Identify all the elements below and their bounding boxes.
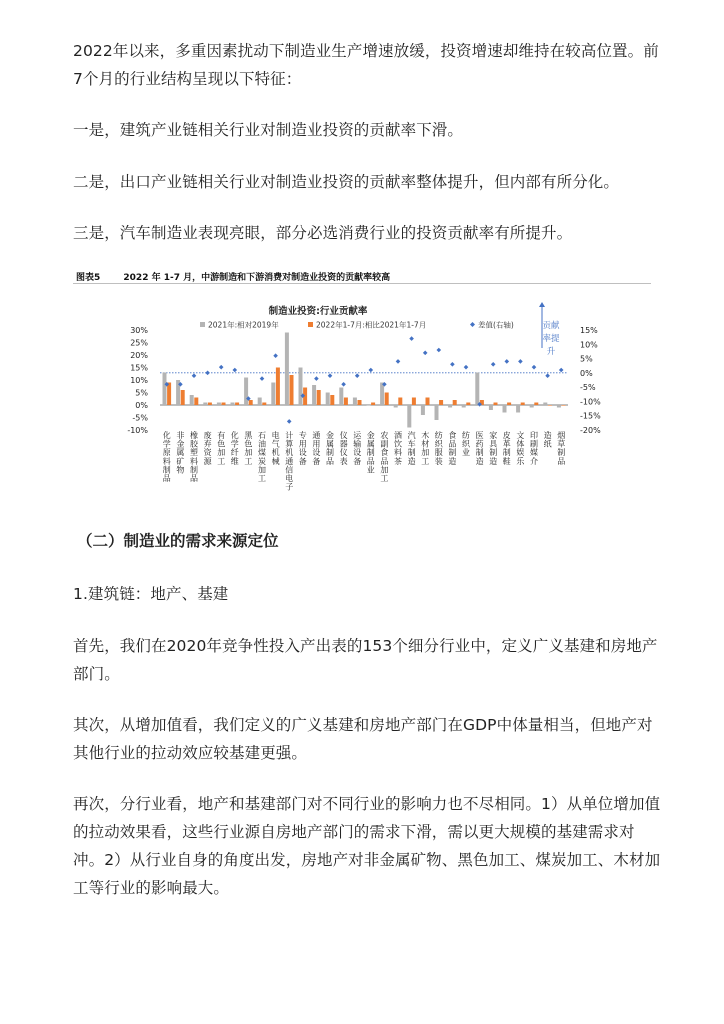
- diff-marker: [464, 365, 469, 370]
- bar-2021: [421, 405, 425, 415]
- bar-2021: [285, 333, 289, 406]
- bar-2021: [190, 395, 194, 405]
- bar-2021: [339, 388, 343, 406]
- bar-2021: [231, 403, 235, 406]
- y-tick-left: 0%: [135, 401, 148, 410]
- diff-marker: [437, 348, 442, 353]
- category-label: 农副食品加工: [380, 431, 389, 483]
- bar-2022: [181, 390, 185, 405]
- category-label: 汽车制造: [407, 431, 416, 466]
- y-tick-left: -5%: [132, 413, 148, 423]
- chart-svg: [118, 300, 608, 505]
- category-label: 化学纤维: [230, 431, 239, 466]
- diff-marker: [314, 376, 319, 381]
- bar-2022: [235, 403, 239, 406]
- category-label: 印刷媒介: [530, 431, 538, 466]
- category-label: 金属制品: [326, 431, 334, 466]
- y-tick-right: 15%: [580, 326, 598, 335]
- category-label: 烟草制品: [557, 431, 566, 466]
- bar-2022: [276, 368, 280, 406]
- legend-label: 2021年:相对2019年: [208, 320, 279, 330]
- bar-2022: [439, 400, 443, 405]
- bar-2022: [453, 400, 457, 405]
- figure-label: 图表5: [76, 273, 101, 283]
- diff-marker: [409, 336, 414, 341]
- y-tick-right: -10%: [580, 397, 601, 407]
- y-tick-left: 10%: [130, 376, 148, 385]
- bar-2022: [371, 403, 375, 406]
- bar-2022: [262, 403, 266, 406]
- bar-2021: [516, 405, 520, 413]
- category-label: 皮革制鞋: [502, 431, 511, 466]
- bar-2021: [353, 398, 357, 406]
- legend-marker: [470, 322, 475, 327]
- diff-marker: [260, 376, 265, 381]
- chart-title: 制造业投资:行业贡献率: [268, 306, 368, 317]
- bar-2022: [534, 403, 538, 406]
- bar-2022: [494, 403, 498, 406]
- y-tick-left: 25%: [130, 338, 148, 348]
- diff-marker: [559, 368, 564, 373]
- bar-2021: [299, 368, 303, 406]
- bar-2022: [562, 405, 566, 406]
- contribution-chart: [118, 300, 608, 505]
- category-label: 电气机械: [271, 431, 280, 466]
- diff-marker: [545, 373, 550, 378]
- category-label: 仪器仪表: [339, 431, 348, 466]
- bar-2021: [489, 405, 493, 410]
- y-tick-right: -15%: [580, 411, 601, 421]
- diff-marker: [341, 382, 346, 387]
- figure-title: 2022 年 1-7 月，中游制造和下游消费对制造业投资的贡献率较高: [123, 273, 391, 283]
- diff-marker: [423, 351, 428, 356]
- category-label: 化学原料制品: [162, 431, 171, 483]
- bar-2021: [543, 403, 547, 406]
- y-tick-right: 10%: [580, 340, 598, 350]
- category-label: 木材加工: [421, 431, 430, 466]
- diff-marker: [192, 373, 197, 378]
- bar-2021: [258, 398, 262, 406]
- category-label: 有色加工: [217, 431, 226, 466]
- subsection-title: 1.建筑链：地产、基建: [73, 585, 229, 603]
- bar-2021: [530, 405, 534, 408]
- diff-marker: [505, 359, 510, 364]
- y-tick-right: -20%: [580, 426, 601, 435]
- diff-marker: [369, 368, 374, 373]
- bar-2022: [208, 403, 212, 406]
- y-tick-left: 20%: [130, 351, 148, 360]
- bar-2022: [358, 400, 362, 405]
- bar-2022: [330, 395, 334, 405]
- figure-divider: [73, 283, 651, 284]
- y-tick-right: 0%: [580, 368, 593, 378]
- legend-label: 差值(右轴): [478, 320, 514, 330]
- bar-2022: [398, 398, 402, 406]
- y-tick-right: -5%: [580, 383, 596, 393]
- bar-2021: [435, 405, 439, 420]
- diff-marker: [396, 359, 401, 364]
- bar-2021: [367, 405, 371, 406]
- bar-2022: [548, 405, 552, 406]
- bar-2021: [326, 393, 330, 406]
- category-label: 非金属矿物: [176, 431, 185, 475]
- category-label: 运输设备: [353, 431, 362, 466]
- category-label: 通用设备: [312, 431, 321, 466]
- bar-2022: [167, 383, 171, 406]
- diff-marker: [355, 373, 360, 378]
- category-label: 纺织服装: [434, 431, 443, 466]
- annotation-text: 贡献率提升: [542, 321, 560, 357]
- category-label: 石油煤炭加工: [258, 431, 266, 483]
- y-tick-left: 5%: [135, 388, 148, 398]
- legend-swatch: [308, 322, 313, 327]
- diff-marker: [273, 353, 278, 358]
- legend-swatch: [200, 322, 205, 327]
- diff-marker: [518, 359, 523, 364]
- bar-2021: [271, 383, 275, 406]
- section-paragraph-3: 再次，分行业看，地产和基建部门对不同行业的影响力也不尽相同。1）从单位增加值的拉动效果看，这些行业源自房地产部门的需求下滑，需以更大规模的基建需求对冲。2）从行业自身的角度出发，房地产对非金属矿物、黑色加工、煤炭加工、木材加工等行业的影响最大。: [73, 795, 661, 897]
- bar-2021: [503, 405, 507, 413]
- bar-2022: [412, 398, 416, 406]
- bar-2021: [475, 373, 479, 406]
- bar-2021: [448, 405, 452, 408]
- bar-2022: [521, 403, 525, 406]
- bar-2021: [203, 403, 207, 406]
- bar-2021: [394, 405, 398, 408]
- section-heading: （二）制造业的需求来源定位: [77, 532, 279, 550]
- diff-marker: [219, 365, 224, 370]
- y-tick-left: -10%: [127, 426, 148, 435]
- bar-2021: [217, 403, 221, 406]
- y-tick-right: 5%: [580, 354, 593, 364]
- bar-2021: [380, 383, 384, 406]
- bar-2021: [462, 405, 466, 408]
- bar-2022: [317, 390, 321, 405]
- category-label: 金属制品业: [366, 431, 375, 475]
- intro-paragraph: 2022年以来，多重因素扰动下制造业生产增速放缓，投资增速却维持在较高位置。前7个月的行业结构呈现以下特征：: [73, 42, 659, 88]
- bar-2022: [194, 398, 198, 406]
- bar-2021: [312, 385, 316, 405]
- figure-caption: [76, 270, 652, 283]
- point-two: 二是，出口产业链相关行业对制造业投资的贡献率整体提升，但内部有所分化。: [73, 173, 620, 191]
- category-label: 专用设备: [298, 431, 307, 466]
- category-label: 橡胶塑料制品: [190, 431, 198, 483]
- diff-marker: [328, 373, 333, 378]
- bar-2022: [426, 398, 430, 406]
- diff-marker: [532, 365, 537, 370]
- category-label: 医药制造: [475, 431, 484, 466]
- section-paragraph-1: 首先，我们在2020年竞争性投入产出表的153个细分行业中，定义广义基建和房地产部门。: [73, 637, 658, 683]
- category-label: 纺织业: [462, 431, 470, 458]
- category-label: 计算机通信电子: [285, 431, 294, 492]
- section-paragraph-2: 其次，从增加值看，我们定义的广义基建和房地产部门在GDP中体量相当，但地产对其他行业的拉动效应较基建更强。: [73, 716, 653, 762]
- diff-marker: [205, 371, 210, 376]
- category-label: 废弃资源: [203, 431, 212, 466]
- bar-2022: [344, 398, 348, 406]
- category-label: 造纸: [543, 431, 552, 449]
- category-label: 文体娱乐: [516, 431, 525, 466]
- diff-marker: [491, 362, 496, 367]
- diff-marker: [450, 362, 455, 367]
- annotation-arrowhead: [539, 302, 545, 307]
- category-label: 黑色加工: [244, 431, 253, 466]
- diff-marker: [287, 419, 292, 424]
- bar-2022: [507, 403, 511, 406]
- bar-2021: [557, 405, 561, 408]
- bar-2022: [222, 403, 226, 406]
- category-label: 酒饮料茶: [394, 431, 402, 466]
- category-label: 家具制造: [489, 431, 498, 466]
- bar-2022: [466, 403, 470, 406]
- bar-2021: [163, 373, 167, 406]
- point-three: 三是，汽车制造业表现亮眼，部分必选消费行业的投资贡献率有所提升。: [73, 224, 573, 242]
- bar-2022: [290, 375, 294, 405]
- y-tick-left: 30%: [130, 326, 148, 335]
- diff-marker: [233, 368, 238, 373]
- legend-label: 2022年1-7月:相比2021年1-7月: [316, 320, 427, 330]
- bar-2021: [407, 405, 411, 428]
- y-tick-left: 15%: [130, 363, 148, 373]
- bar-2022: [249, 400, 253, 405]
- point-one: 一是，建筑产业链相关行业对制造业投资的贡献率下滑。: [73, 121, 464, 139]
- bar-2021: [244, 378, 248, 406]
- category-label: 食品制造: [448, 431, 457, 466]
- bar-2022: [385, 393, 389, 406]
